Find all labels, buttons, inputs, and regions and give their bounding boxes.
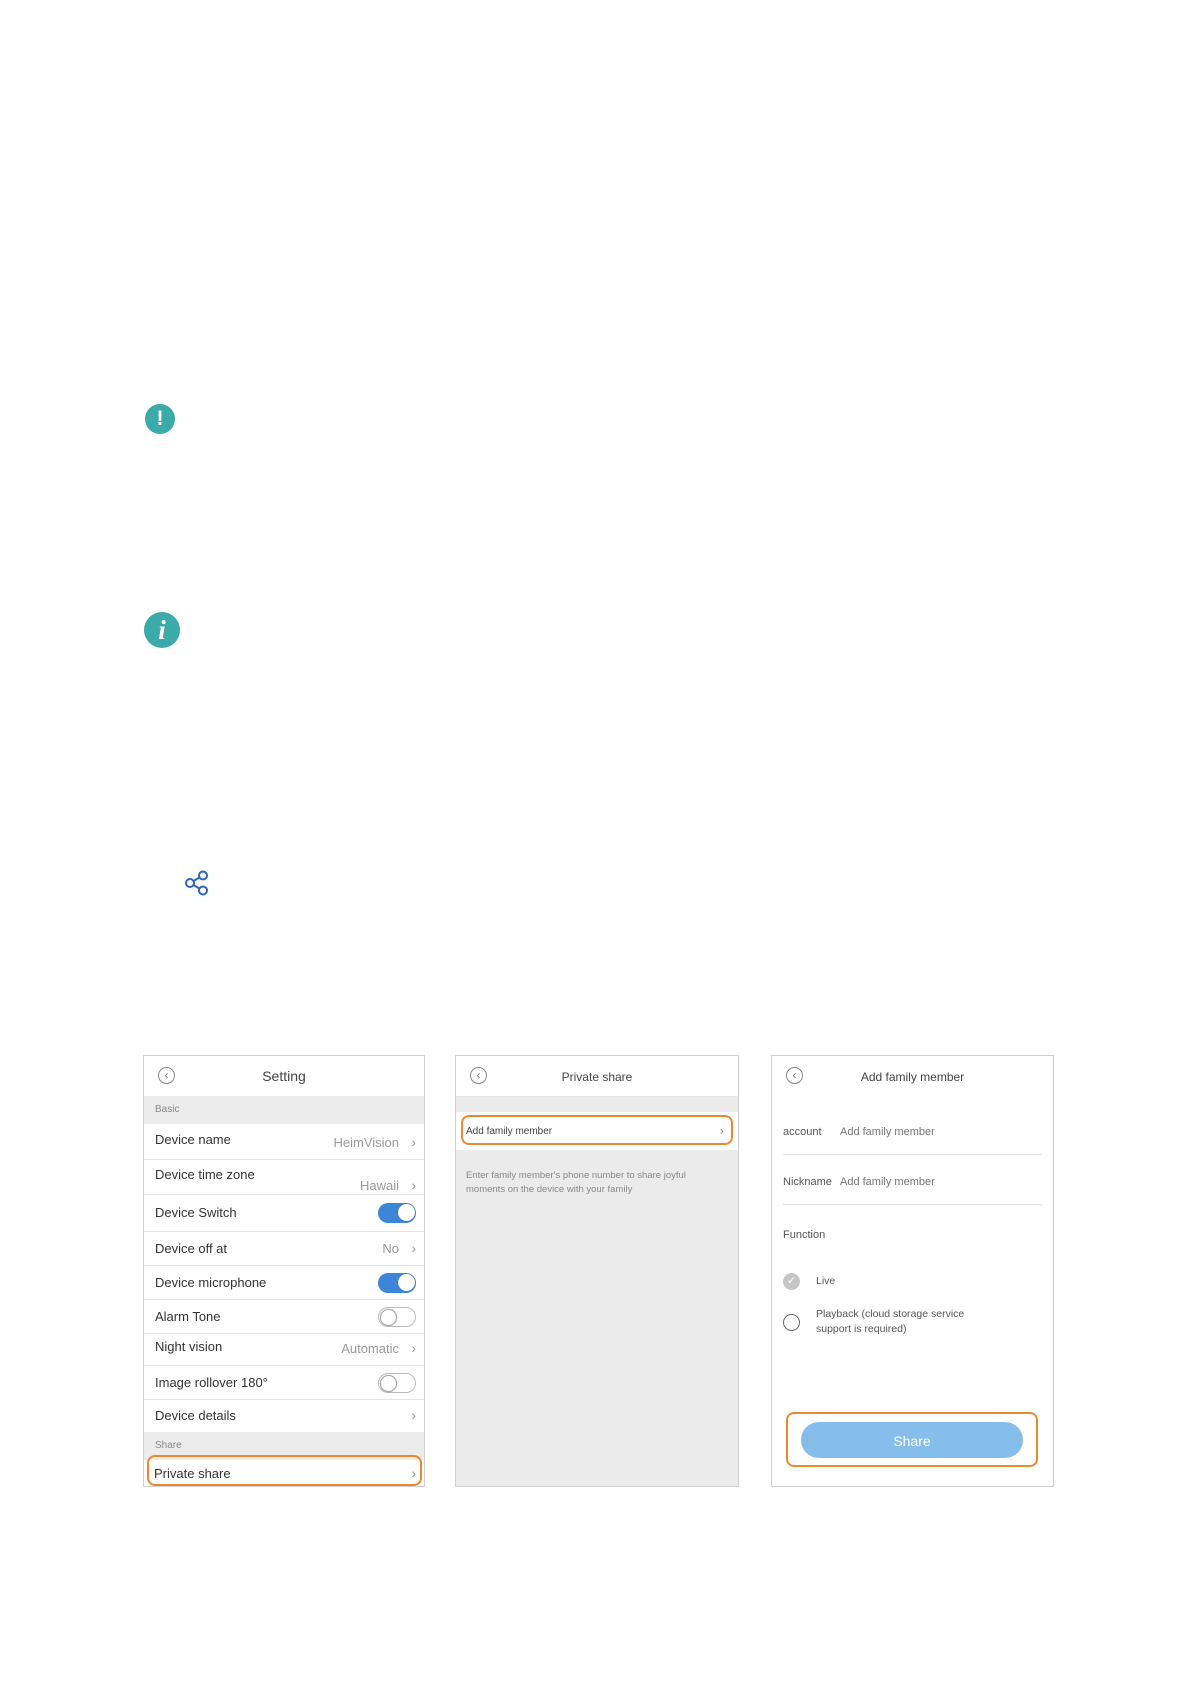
setting-value: Hawaii bbox=[359, 1178, 399, 1193]
setting-row-device-switch bbox=[144, 1195, 424, 1232]
alarm-tone-toggle[interactable] bbox=[378, 1307, 416, 1327]
setting-row-microphone bbox=[144, 1266, 424, 1300]
section-header-basic: Basic bbox=[144, 1096, 424, 1124]
nickname-input[interactable] bbox=[840, 1176, 1020, 1188]
chevron-right-icon: › bbox=[411, 1340, 416, 1356]
setting-value: Automatic bbox=[341, 1341, 399, 1356]
setting-row-image-rollover bbox=[144, 1366, 424, 1400]
account-field-row bbox=[783, 1104, 1042, 1155]
account-input[interactable] bbox=[840, 1126, 1020, 1138]
radio-icon[interactable] bbox=[783, 1314, 800, 1331]
setting-value: HeimVision bbox=[333, 1135, 399, 1150]
checkmark-icon[interactable]: ✓ bbox=[783, 1273, 800, 1290]
page-title: Add family member bbox=[860, 1070, 965, 1084]
private-share-highlight bbox=[147, 1455, 422, 1486]
setting-screen bbox=[143, 1055, 425, 1487]
setting-label: Device name bbox=[155, 1132, 231, 1147]
chevron-right-icon: › bbox=[719, 1123, 724, 1138]
info-icon: i bbox=[144, 612, 180, 648]
setting-row-device-name[interactable] bbox=[144, 1124, 424, 1160]
add-family-header bbox=[772, 1056, 1053, 1096]
private-share-header bbox=[456, 1056, 738, 1097]
nickname-field-row bbox=[783, 1154, 1042, 1205]
section-header-share: Share bbox=[144, 1432, 424, 1460]
add-family-member-highlight bbox=[461, 1115, 733, 1145]
private-share-screen bbox=[455, 1055, 739, 1487]
setting-label: Device Switch bbox=[155, 1205, 237, 1220]
chevron-right-icon: › bbox=[411, 1407, 416, 1423]
share-button-highlight bbox=[786, 1412, 1038, 1467]
setting-label: Alarm Tone bbox=[155, 1309, 221, 1324]
add-family-member-label: Add family member bbox=[466, 1126, 553, 1137]
setting-label: Device time zone bbox=[155, 1167, 255, 1182]
private-share-description: Enter family member's phone number to share joyful moments on the device with your family bbox=[466, 1170, 686, 1195]
share-button[interactable]: Share bbox=[801, 1422, 1023, 1458]
exclamation-icon: ! bbox=[145, 404, 175, 434]
chevron-left-icon: ‹ bbox=[792, 1068, 797, 1082]
option-label: Playback (cloud storage service support is required) bbox=[816, 1308, 965, 1335]
setting-row-time-zone[interactable] bbox=[144, 1160, 424, 1195]
device-switch-toggle[interactable] bbox=[378, 1203, 416, 1223]
setting-row-alarm-tone bbox=[144, 1300, 424, 1334]
chevron-right-icon: › bbox=[411, 1465, 416, 1481]
image-rollover-toggle[interactable] bbox=[378, 1373, 416, 1393]
setting-row-night-vision[interactable] bbox=[144, 1334, 424, 1366]
setting-label: Night vision bbox=[155, 1339, 223, 1354]
setting-label: Device off at bbox=[155, 1241, 228, 1256]
chevron-left-icon: ‹ bbox=[476, 1068, 481, 1082]
nickname-label: Nickname bbox=[783, 1176, 832, 1188]
setting-label: Private share bbox=[154, 1466, 231, 1481]
setting-label: Device details bbox=[155, 1408, 236, 1423]
setting-row-device-details[interactable] bbox=[144, 1400, 424, 1432]
function-label: Function bbox=[783, 1229, 826, 1241]
setting-header bbox=[144, 1056, 424, 1097]
chevron-right-icon: › bbox=[411, 1240, 416, 1256]
chevron-left-icon: ‹ bbox=[164, 1068, 169, 1082]
account-label: account bbox=[783, 1126, 822, 1138]
add-family-member-screen bbox=[771, 1055, 1054, 1487]
option-label: Live bbox=[816, 1275, 836, 1287]
setting-value: No bbox=[382, 1241, 399, 1256]
microphone-toggle[interactable] bbox=[378, 1273, 416, 1293]
page-title: Private share bbox=[561, 1070, 633, 1084]
page-title: Setting bbox=[262, 1068, 306, 1084]
chevron-right-icon: › bbox=[411, 1177, 416, 1193]
setting-label: Device microphone bbox=[155, 1275, 267, 1290]
setting-label: Image rollover 180° bbox=[155, 1375, 268, 1390]
chevron-right-icon: › bbox=[411, 1134, 416, 1150]
setting-row-device-off-at[interactable] bbox=[144, 1232, 424, 1266]
share-icon bbox=[184, 870, 210, 896]
